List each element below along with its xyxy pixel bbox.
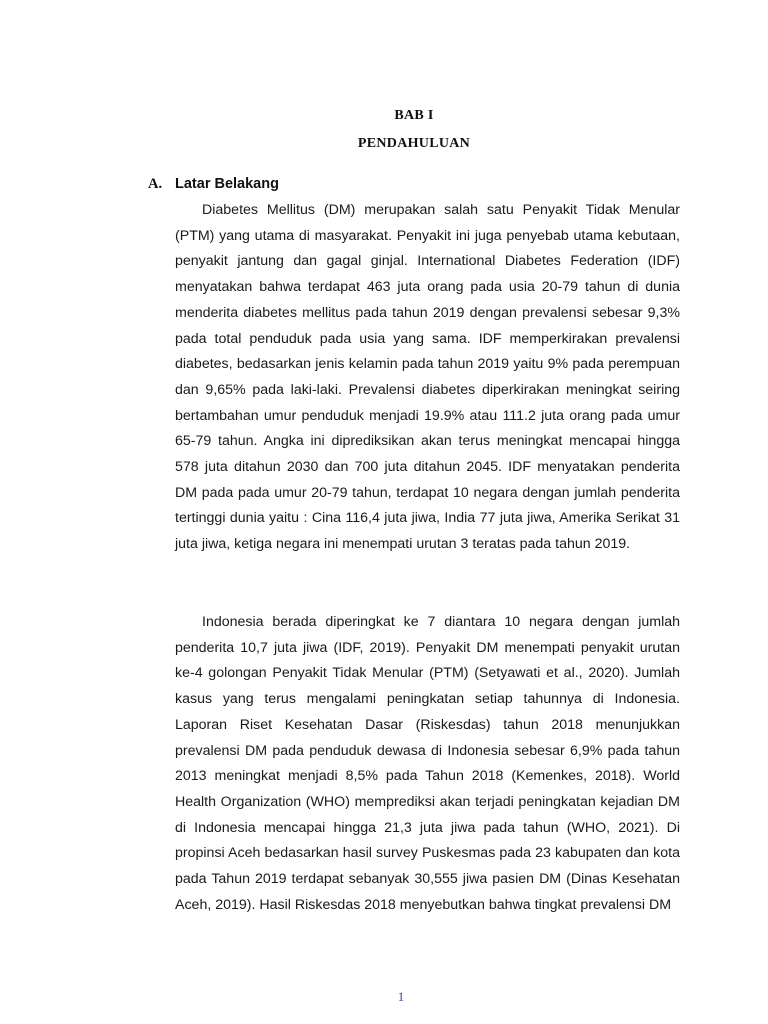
section-title: Latar Belakang [175, 176, 279, 192]
paragraph-1: Diabetes Mellitus (DM) merupakan salah satu Penyakit Tidak Menular (PTM) yang utama di masyarakat. Penyakit ini juga penyebab utama kebutaan, penyakit jantung dan gagal ginjal. International Diabetes Federation (IDF) menyatakan bahwa terdapat 463 juta orang pada usia 20-79 tahun di dunia menderita diabetes mellitus pada tahun 2019 dengan prevalensi sebesar 9,3% pada total penduduk pada usia yang sama. IDF memperkirakan prevalensi diabetes, bedasarkan jenis kelamin pada tahun 2019 yaitu 9% pada perempuan dan 9,65% pada laki-laki. Prevalensi diabetes diperkirakan meningkat seiring bertambahan umur penduduk menjadi 19.9% atau 111.2 juta orang pada umur 65-79 tahun. Angka ini diprediksikan akan terus meningkat mencapai hingga 578 juta ditahun 2030 dan 700 juta ditahun 2045. IDF menyatakan penderita DM pada pada umur 20-79 tahun, terdapat 10 negara dengan jumlah penderita tertinggi dunia yaitu : Cina 116,4 juta jiwa, India 77 juta jiwa, Amerika Serikat 31 juta jiwa, ketiga negara ini menempati urutan 3 teratas pada tahun 2019. [175, 202, 680, 553]
section-letter: A. [148, 176, 163, 192]
section-heading [148, 176, 279, 193]
chapter-label: BAB I [394, 108, 434, 123]
paragraph-2: Indonesia berada diperingkat ke 7 diantara 10 negara dengan jumlah penderita 10,7 juta jiwa (IDF, 2019). Penyakit DM menempati penyakit urutan ke-4 golongan Penyakit Tidak Menular (PTM) (Setyawati et al., 2020). Jumlah kasus yang terus mengalami peningkatan setiap tahunnya di Indonesia. Laporan Riset Kesehatan Dasar (Riskesdas) tahun 2018 menunjukkan prevalensi DM pada penduduk dewasa di Indonesia sebesar 6,9% pada tahun 2013 meningkat menjadi 8,5% pada Tahun 2018 (Kemenkes, 2018). World Health Organization (WHO) memprediksi akan terjadi peningkatan kejadian DM di Indonesia mencapai hingga 21,3 juta jiwa pada tahun (WHO, 2021). Di propinsi Aceh bedasarkan hasil survey Puskesmas pada 23 kabupaten dan kota pada Tahun 2019 terdapat sebanyak 30,555 jiwa pasien DM (Dinas Kesehatan Aceh, 2019). Hasil Riskesdas 2018 menyebutkan bahwa tingkat prevalensi DM [175, 614, 680, 913]
chapter-title: PENDAHULUAN [357, 136, 471, 151]
page-number: 1 [397, 989, 405, 1004]
